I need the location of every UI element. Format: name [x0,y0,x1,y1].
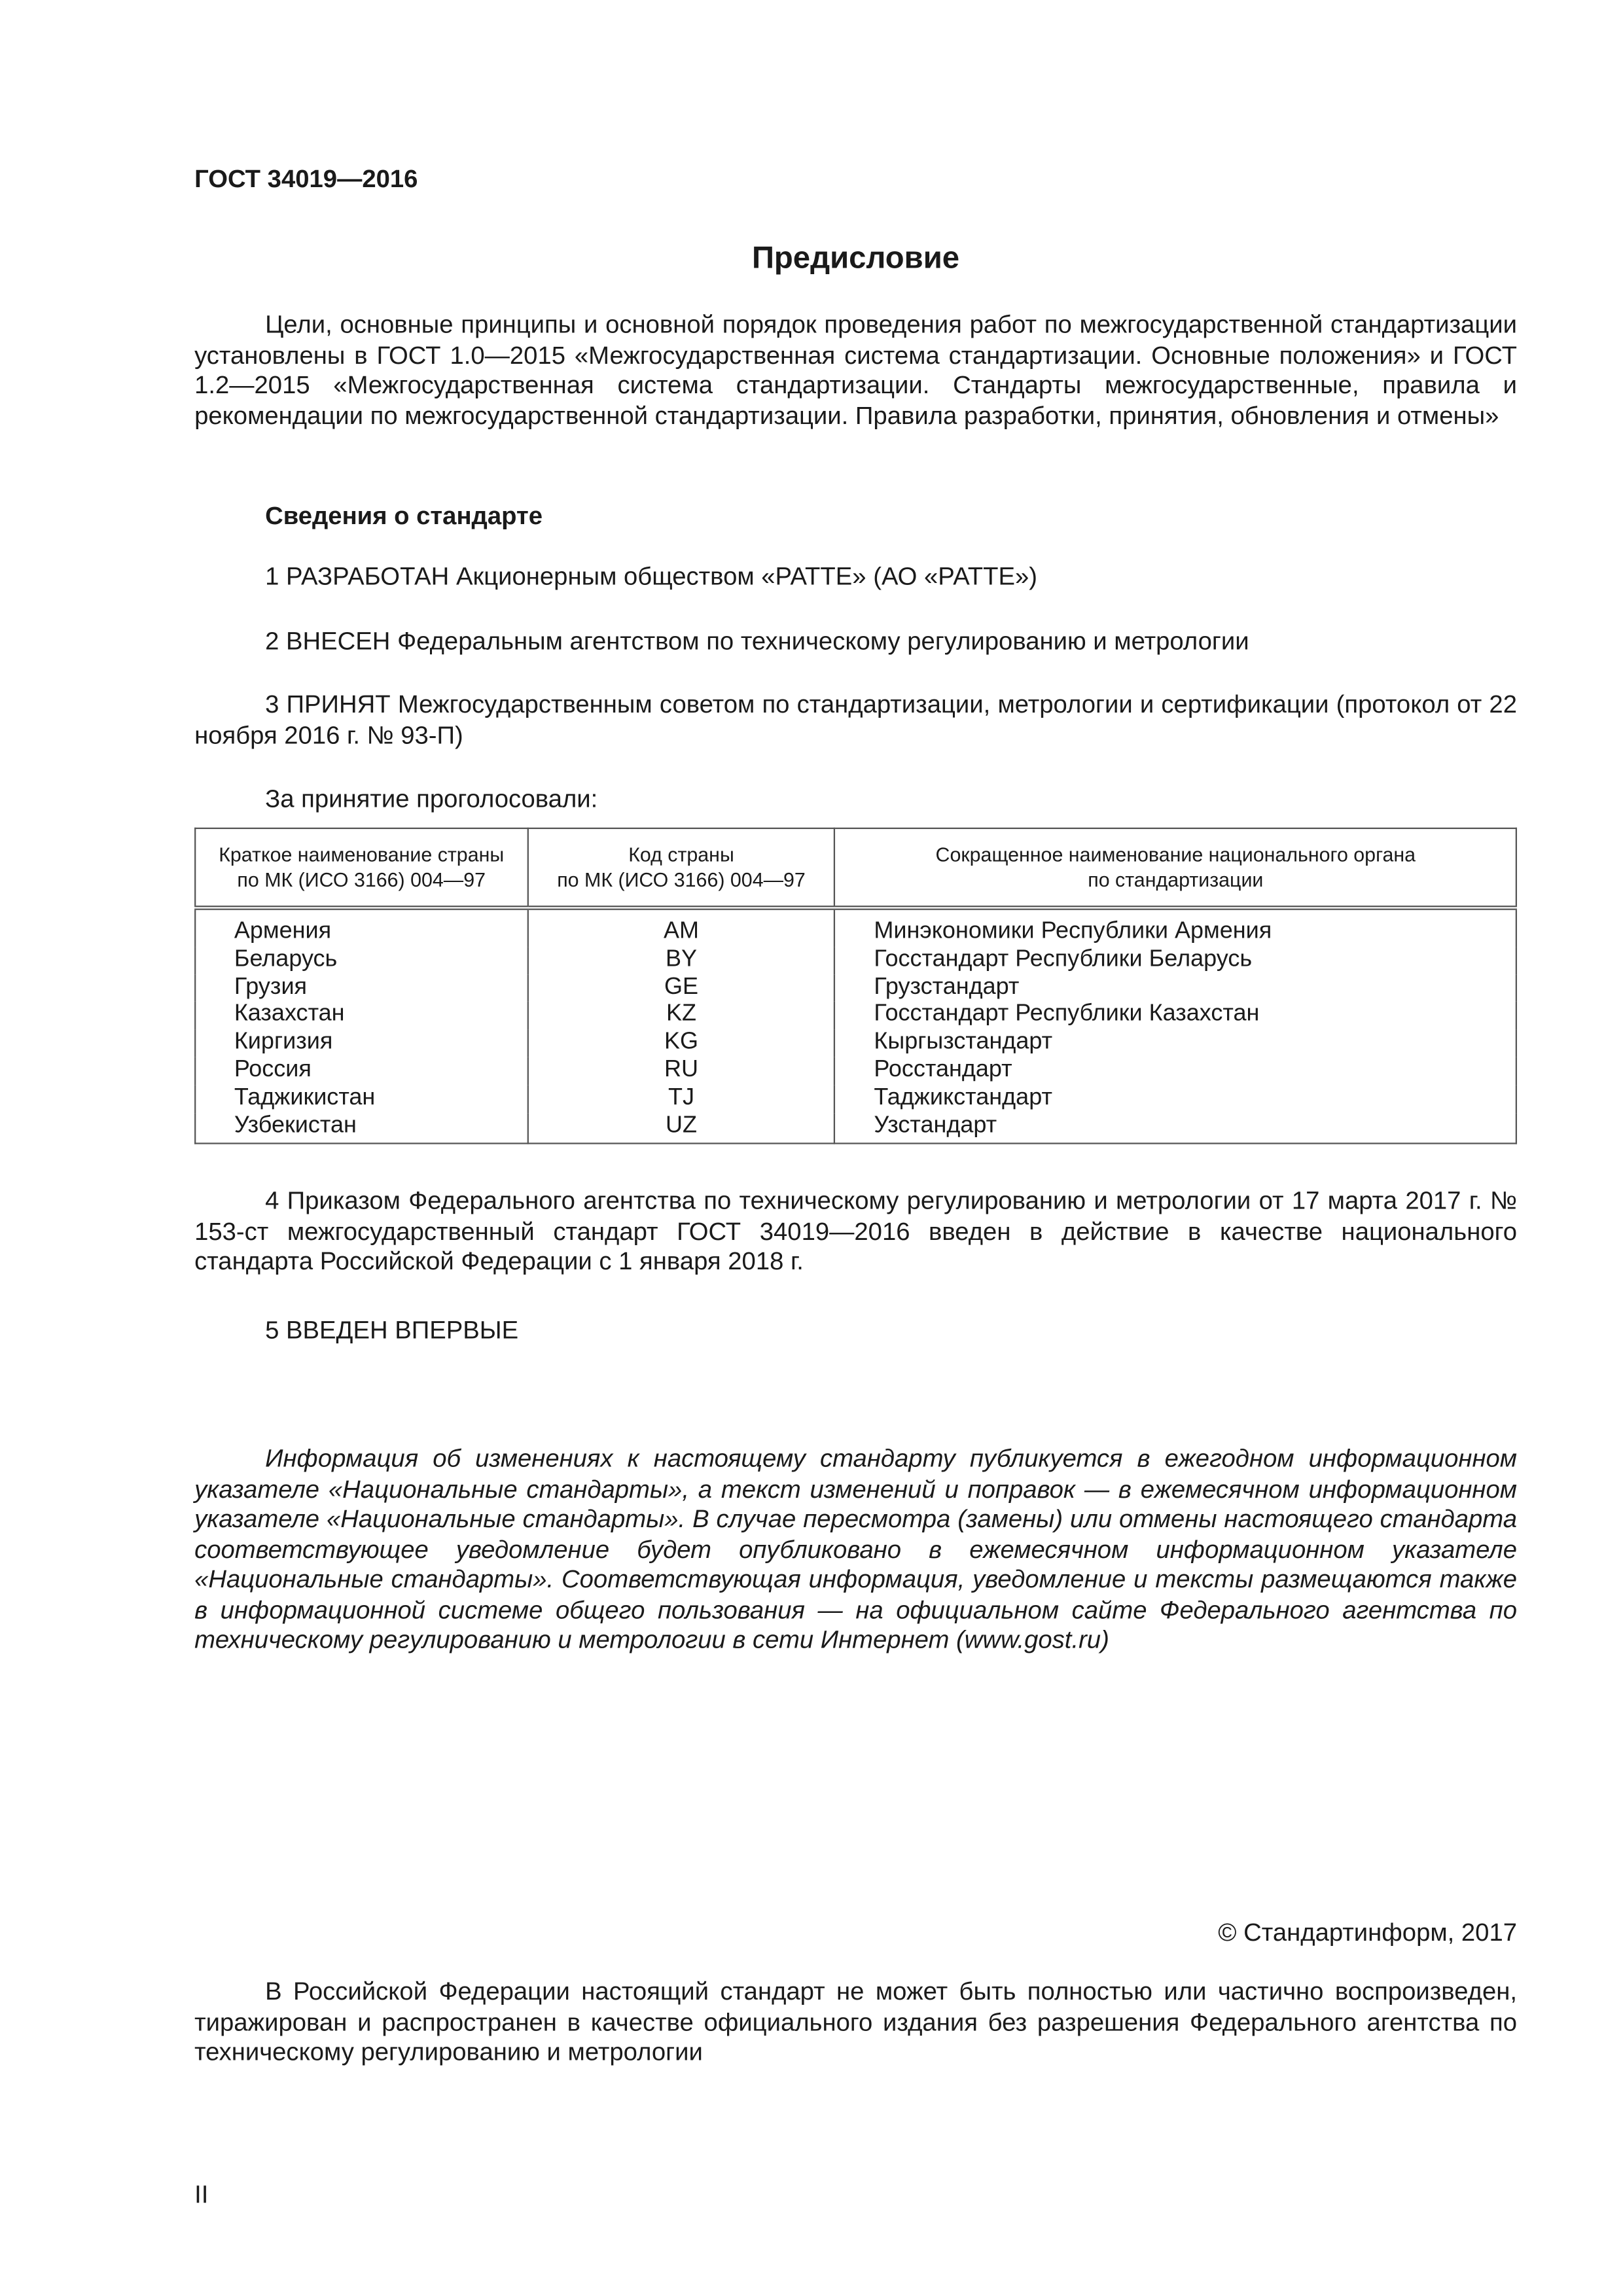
standards-body: Таджикстандарт [835,1085,1516,1112]
table-row [195,1002,1516,1029]
header-country [195,828,527,908]
country-name: Киргизия [195,1030,527,1057]
change-information-notice: Информация об изменениях к настоящему стандарту публикуется в ежегодном информационном указателе «Национальные стандарты», а текст изменений и поправок — в ежемесячном информационном указателе «Национальные стандарты». В случае пересмотра (замены) или отмены настоящего стандарта соответствующее уведомление будет опубликовано в ежемесячном информационном указателе «Национальные стандарты». Соответствующая информация, уведомление и тексты размещаются также в информационной системе общего пользования — на официальном сайте Федерального агентства по техническому регулированию и метрологии в сети Интернет (www.gost.ru) [194,1444,1518,1654]
header-country-line1: Краткое наименование страны [219,843,505,866]
table-row [195,974,1516,1002]
table-row [195,1085,1516,1112]
country-code: BY [527,947,835,974]
country-code: RU [527,1057,835,1085]
item-submitted: 2 ВНЕСЕН Федеральным агентством по техническому регулированию и метрологии [265,627,1249,656]
country-name: Россия [195,1057,527,1085]
standards-body: Грузстандарт [835,974,1516,1002]
table-row [195,908,1516,946]
info-heading: Сведения о стандарте [265,502,543,531]
document-code-header: ГОСТ 34019—2016 [194,165,418,193]
header-code [527,828,835,908]
intro-paragraph: Цели, основные принципы и основной порядок проведения работ по межгосударственной стандартизации установлены в ГОСТ 1.0—2015 «Межгосударственная система стандартизации. Основные положения» и ГОСТ 1.2—2015 «Межгосударственная система стандартизации. Стандарты межгосударственные, правила и рекомендации по межгосударственной стандартизации. Правила разработки, принятия, обновления и отмены» [194,310,1518,430]
item-enacted: 4 Приказом Федерального агентства по техническому регулированию и метрологии от 17 марта 2017 г. № 153-ст межгосударственный стандарт ГОСТ 34019—2016 введен в действие в качестве национального стандарта Российской Федерации с 1 января 2018 г. [194,1186,1518,1275]
table-header-row [195,828,1516,908]
country-name: Армения [195,908,527,946]
country-name: Таджикистан [195,1085,527,1112]
legal-notice: В Российской Федерации настоящий стандарт не может быть полностью или частично воспроизведен, тиражирован и распространен в качестве официального издания без разрешения Федерального агентства по техническому регулированию и метрологии [194,1977,1518,2066]
header-country-line2: по МК (ИСО 3166) 004—97 [237,868,486,891]
page-title: Предисловие [751,241,960,275]
standards-body: Узстандарт [835,1112,1516,1144]
item-adopted: 3 ПРИНЯТ Межгосударственным советом по стандартизации, метрологии и сертификации (протокол от 22 ноября 2016 г. № 93-П) [194,690,1518,749]
page-number: II [194,2180,209,2209]
item-developed: 1 РАЗРАБОТАН Акционерным обществом «РАТТЕ» (АО «РАТТЕ») [265,562,1038,591]
header-org-line1: Сокращенное наименование национального органа [935,843,1416,866]
table-row [195,947,1516,974]
standards-body: Госстандарт Республики Казахстан [835,1002,1516,1029]
header-org-line2: по стандартизации [1088,868,1264,891]
header-code-line2: по МК (ИСО 3166) 004—97 [557,868,806,891]
header-org [835,828,1516,908]
standards-body: Росстандарт [835,1057,1516,1085]
standards-body: Минэкономики Республики Армения [835,908,1516,946]
table-row [195,1112,1516,1144]
copyright-line: © Стандартинформ, 2017 [1218,1918,1518,1947]
country-code: UZ [527,1112,835,1144]
country-name: Беларусь [195,947,527,974]
country-code: TJ [527,1085,835,1112]
standards-body: Кыргызстандарт [835,1030,1516,1057]
country-name: Грузия [195,974,527,1002]
table-row [195,1030,1516,1057]
voted-label: За принятие проголосовали: [265,785,598,813]
country-name: Казахстан [195,1002,527,1029]
country-code: KZ [527,1002,835,1029]
header-code-line1: Код страны [628,843,734,866]
country-code: KG [527,1030,835,1057]
voting-table [194,828,1517,1145]
country-code: GE [527,974,835,1002]
country-code: AM [527,908,835,946]
item-first-introduced: 5 ВВЕДЕН ВПЕРВЫЕ [265,1316,519,1345]
table-row [195,1057,1516,1085]
country-name: Узбекистан [195,1112,527,1144]
standards-body: Госстандарт Республики Беларусь [835,947,1516,974]
